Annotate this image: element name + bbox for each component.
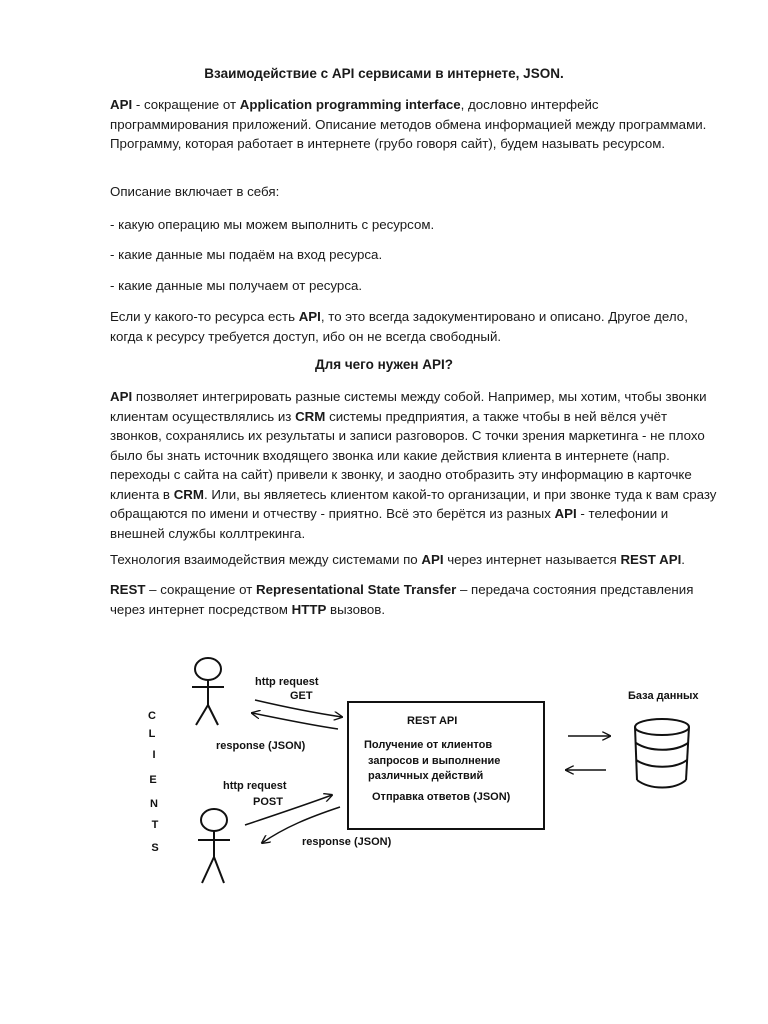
rest-api-diagram <box>110 645 730 890</box>
request-get-arrow <box>255 700 342 717</box>
rest-api-box-title: REST API <box>407 715 458 727</box>
request-post-label-line2: POST <box>253 796 283 808</box>
paragraph-rest-api: Технология взаимодействия между системами по API через интернет называется REST API. <box>110 552 685 567</box>
list-item: - какую операцию мы можем выполнить с ресурсом. <box>110 217 435 232</box>
clients-letter: L <box>148 728 156 740</box>
clients-letter: I <box>152 749 156 761</box>
rest-api-box-line: различных действий <box>368 770 484 782</box>
list-item: - какие данные мы получаем от ресурса. <box>110 278 363 293</box>
request-get-label-line1: http request <box>255 676 319 688</box>
rest-api-box-line: Отправка ответов (JSON) <box>372 791 511 803</box>
paragraph-api-purpose: API позволяет интегрировать разные системы между собой. Например, мы хотим, чтобы звонки клиентам осуществлялись из CRM системы предприятия, а также чтобы в ней вёлся учёт звонков, сохранялись их результаты и записи разговоров. С точки зрения маркетинга - не плохо было бы знать источник входящего звонка или какие действия клиента в интернете (напр. переходы с сайта на сайт) привели к звонку, и заодно отобразить эту информацию в карточке клиента в CRM. Или, вы являетесь клиентом какой-то организации, и при звонке туда к вам сразу обращаются по имени и отчеству - приятно. Всё это берётся из разных API - телефонии и внешней службы коллтрекинга. <box>110 389 717 541</box>
section-heading: Для чего нужен API? <box>315 357 453 372</box>
client-figure-icon <box>198 809 230 883</box>
database-icon <box>635 719 689 788</box>
response-label: response (JSON) <box>302 836 392 848</box>
response-arrow <box>252 713 338 729</box>
request-get-label-line2: GET <box>290 690 313 702</box>
response-label: response (JSON) <box>216 740 306 752</box>
document-title: Взаимодействие с API сервисами в интернете, JSON. <box>204 66 564 81</box>
client-figure-icon <box>192 658 224 725</box>
paragraph-rest-definition: REST – сокращение от Representational State Transfer – передача состояния представления через интернет посредством HTTP вызовов. <box>110 582 694 617</box>
rest-api-box-line: Получение от клиентов <box>364 739 493 751</box>
paragraph-description-intro: Описание включает в себя: <box>110 184 280 199</box>
term-api: API <box>110 97 133 112</box>
paragraph-api-definition: API - сокращение от Application programming interface, дословно интерфейс программирования приложений. Описание методов обмена информацией между программами. Программу, которая работает в интернете (грубо говоря сайт), будем называть ресурсом. <box>110 97 707 151</box>
clients-letter: E <box>149 774 157 786</box>
request-post-label-line1: http request <box>223 780 287 792</box>
term-application-programming-interface: Application programming interface <box>239 97 461 112</box>
clients-label <box>148 710 159 854</box>
list-item: - какие данные мы подаём на вход ресурса. <box>110 247 383 262</box>
clients-letter: C <box>148 710 156 722</box>
clients-letter: N <box>150 798 158 810</box>
paragraph-documentation: Если у какого-то ресурса есть API, то это всегда задокументировано и описано. Другое дело, когда к ресурсу требуется доступ, ибо он не всегда свободный. <box>110 309 688 344</box>
rest-api-box-line: запросов и выполнение <box>368 755 501 767</box>
clients-letter: S <box>151 842 159 854</box>
clients-letter: T <box>151 819 159 831</box>
database-label: База данных <box>628 690 699 702</box>
